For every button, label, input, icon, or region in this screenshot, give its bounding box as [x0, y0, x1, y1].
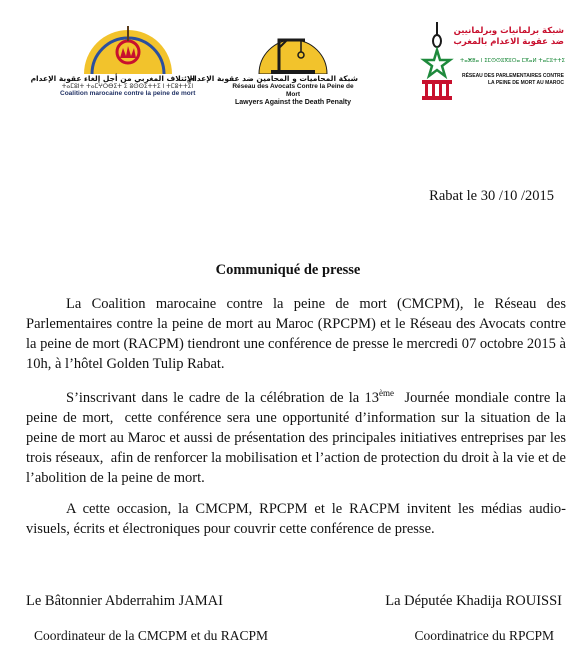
paragraph-context-before: S’inscrivant dans le cadre de la célébration de la 13 [66, 390, 379, 406]
paragraph-context [26, 388, 570, 488]
rpcpm-emblem-icon [418, 22, 456, 102]
cmcpm-french-name: Coalition marocaine contre la peine de mort [60, 90, 196, 97]
rpcpm-logo [418, 22, 564, 102]
rpcpm-french-name-line1: RÉSEAU DES PARLEMENTAIRES CONTRE [461, 73, 564, 79]
signatory-right-role: Coordinatrice du RPCPM [414, 628, 554, 643]
rpcpm-tifinagh-name: ⵜⴰⵥⵟⴰ ⵏ ⵉⵎⵙⵙⵓⴳⵓⵔⴰ ⵎⴳⴰⵍ ⵜⴰⵎⵓⵜⵜⵉ [460, 58, 565, 64]
racpm-french-name-line2: Mort [285, 91, 301, 98]
paragraph-context-after: Journée mondiale contre la peine de mort, cette conférence sera une opportunité d’information sur la situation de la peine de mort au Maroc et aussi de présentation des principales initiatives entreprises par les trois réseaux, afin de renforcer la mobilisation et l’action de protection du droit à la vie et de l’abolition de la peine de mort. [26, 390, 570, 486]
rpcpm-arabic-name-line2: ضد عقوبة الاعدام بالمغرب [453, 37, 564, 47]
rpcpm-arabic-name-line1: شبكة برلمانيات وبرلمانيين [453, 26, 564, 36]
signatory-left-role: Coordinateur de la CMCPM et du RACPM [34, 628, 269, 643]
ordinal-superscript: ème [378, 388, 394, 398]
paragraph-invitation: A cette occasion, la CMCPM, RPCPM et le RACPM invitent les médias audio-visuels, écrits et électroniques pour couvrir cette conférence de presse. [26, 501, 566, 537]
signatory-left-name: Le Bâtonnier Abderrahim JAMAI [26, 593, 223, 609]
cmcpm-emblem-icon [78, 22, 178, 74]
racpm-french-name-line1: Réseau des Avocats Contre la Peine de [232, 83, 354, 90]
rpcpm-french-name-line2: LA PEINE DE MORT AU MAROC [487, 80, 564, 86]
document-title: Communiqué de presse [215, 262, 361, 278]
paragraph-announcement: La Coalition marocaine contre la peine de mort (CMCPM), le Réseau des Parlementaires contre la peine de mort au Maroc (RPCPM) et le Réseau des Avocats contre la peine de mort (RACPM) tiendront une conférence de presse le mercredi 07 octobre 2015 à 10h, à l’hôtel Golden Tulip Rabat. [26, 296, 566, 372]
signatory-right-name: La Députée Khadija ROUISSI [385, 593, 562, 609]
cmcpm-logo [30, 22, 196, 98]
cmcpm-tifinagh-name: ⵜⴰⵎⵓⵏⵜ ⵜⴰⵎⵖⵔⴱⵉⵜ ⵉ ⵓⵙⵙⵉⵜⵜⵉ ⵏ ⵜⵎⵓⵜⵜⵉⵏ [61, 83, 194, 90]
racpm-english-name: Lawyers Against the Death Penalty [234, 99, 352, 106]
document-date: Rabat le 30 /10 /2015 [429, 188, 554, 204]
racpm-arabic-name: شبكة المحاميات و المحامين ضد عقوبة الإعدام [188, 74, 358, 83]
logo-header [0, 0, 576, 110]
racpm-emblem-icon [255, 30, 331, 74]
cmcpm-arabic-name: الإئتلاف المغربي من أجل إلغاء عقوبة الإعدام [30, 74, 195, 83]
racpm-logo [188, 30, 358, 107]
